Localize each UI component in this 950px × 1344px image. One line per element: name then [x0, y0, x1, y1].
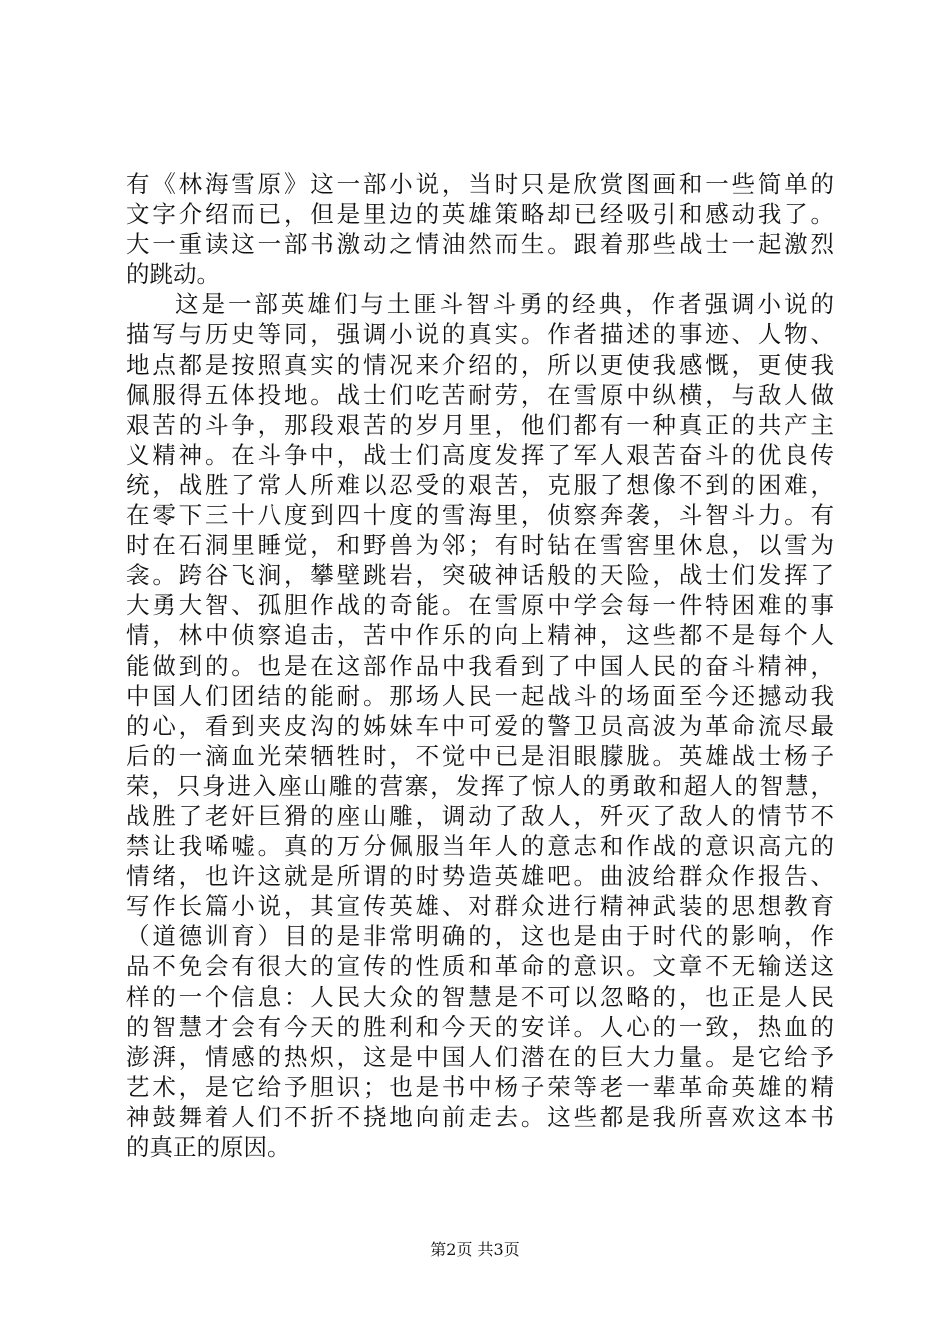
text-line: 统，战胜了常人所难以忍受的艰苦，克服了想像不到的困难，	[126, 470, 834, 499]
body-text	[126, 169, 834, 1162]
text-line: 的智慧才会有今天的胜利和今天的安详。人心的一致，热血的	[126, 1012, 834, 1041]
text-line: 艺术，是它给予胆识；也是书中杨子荣等老一辈革命英雄的精	[126, 1072, 834, 1101]
page-number-footer: 第2页 共3页	[430, 1240, 520, 1259]
text-line: 神鼓舞着人们不折不挠地向前走去。这些都是我所喜欢这本书	[126, 1102, 834, 1131]
text-line: 情绪，也许这就是所谓的时势造英雄吧。曲波给群众作报告、	[126, 862, 834, 891]
text-line: 文字介绍而已，但是里边的英雄策略却已经吸引和感动我了。	[126, 200, 834, 229]
text-line: 义精神。在斗争中，战士们高度发挥了军人艰苦奋斗的优良传	[126, 440, 834, 469]
text-line: 这是一部英雄们与土匪斗智斗勇的经典，作者强调小说的	[175, 290, 834, 319]
text-line: 能做到的。也是在这部作品中我看到了中国人民的奋斗精神，	[126, 651, 834, 680]
text-line: 战胜了老奸巨猾的座山雕，调动了敌人，歼灭了敌人的情节不	[126, 801, 834, 830]
text-line: （道德训育）目的是非常明确的，这也是由于时代的影响，作	[126, 922, 834, 951]
text-line: 的心，看到夹皮沟的姊妹车中可爱的警卫员高波为革命流尽最	[126, 711, 834, 740]
text-line: 佩服得五体投地。战士们吃苦耐劳，在雪原中纵横，与敌人做	[126, 380, 834, 409]
text-line: 荣，只身进入座山雕的营寨，发挥了惊人的勇敢和超人的智慧，	[126, 771, 834, 800]
text-line: 样的一个信息：人民大众的智慧是不可以忽略的，也正是人民	[126, 982, 834, 1011]
text-line: 地点都是按照真实的情况来介绍的，所以更使我感慨，更使我	[126, 350, 834, 379]
text-line: 描写与历史等同，强调小说的真实。作者描述的事迹、人物、	[126, 320, 834, 349]
text-line: 在零下三十八度到四十度的雪海里，侦察奔袭，斗智斗力。有	[126, 501, 834, 530]
text-line: 有《林海雪原》这一部小说，当时只是欣赏图画和一些简单的	[126, 170, 834, 198]
text-line: 品不免会有很大的宣传的性质和革命的意识。文章不无输送这	[126, 952, 834, 981]
text-line: 大一重读这一部书激动之情油然而生。跟着那些战士一起激烈	[126, 230, 834, 259]
text-line: 大勇大智、孤胆作战的奇能。在雪原中学会每一件特困难的事	[126, 591, 834, 620]
text-line: 时在石洞里睡觉，和野兽为邻；有时钻在雪窖里休息，以雪为	[126, 531, 834, 560]
text-line: 情，林中侦察追击，苦中作乐的向上精神，这些都不是每个人	[126, 621, 834, 650]
text-line: 后的一滴血光荣牺牲时，不觉中已是泪眼朦胧。英雄战士杨子	[126, 741, 834, 770]
text-line: 写作长篇小说，其宣传英雄、对群众进行精神武装的思想教育	[126, 892, 834, 921]
text-line: 的真正的原因。	[126, 1133, 291, 1161]
text-line: 中国人们团结的能耐。那场人民一起战斗的场面至今还撼动我	[126, 681, 834, 710]
text-line: 衾。跨谷飞涧，攀壁跳岩，突破神话般的天险，战士们发挥了	[126, 561, 834, 590]
text-line: 的跳动。	[126, 260, 220, 289]
text-line: 艰苦的斗争，那段艰苦的岁月里，他们都有一种真正的共产主	[126, 410, 834, 439]
text-line: 澎湃，情感的热炽，这是中国人们潜在的巨大力量。是它给予	[126, 1042, 834, 1071]
text-line: 禁让我唏嘘。真的万分佩服当年人的意志和作战的意识高亢的	[126, 832, 834, 861]
